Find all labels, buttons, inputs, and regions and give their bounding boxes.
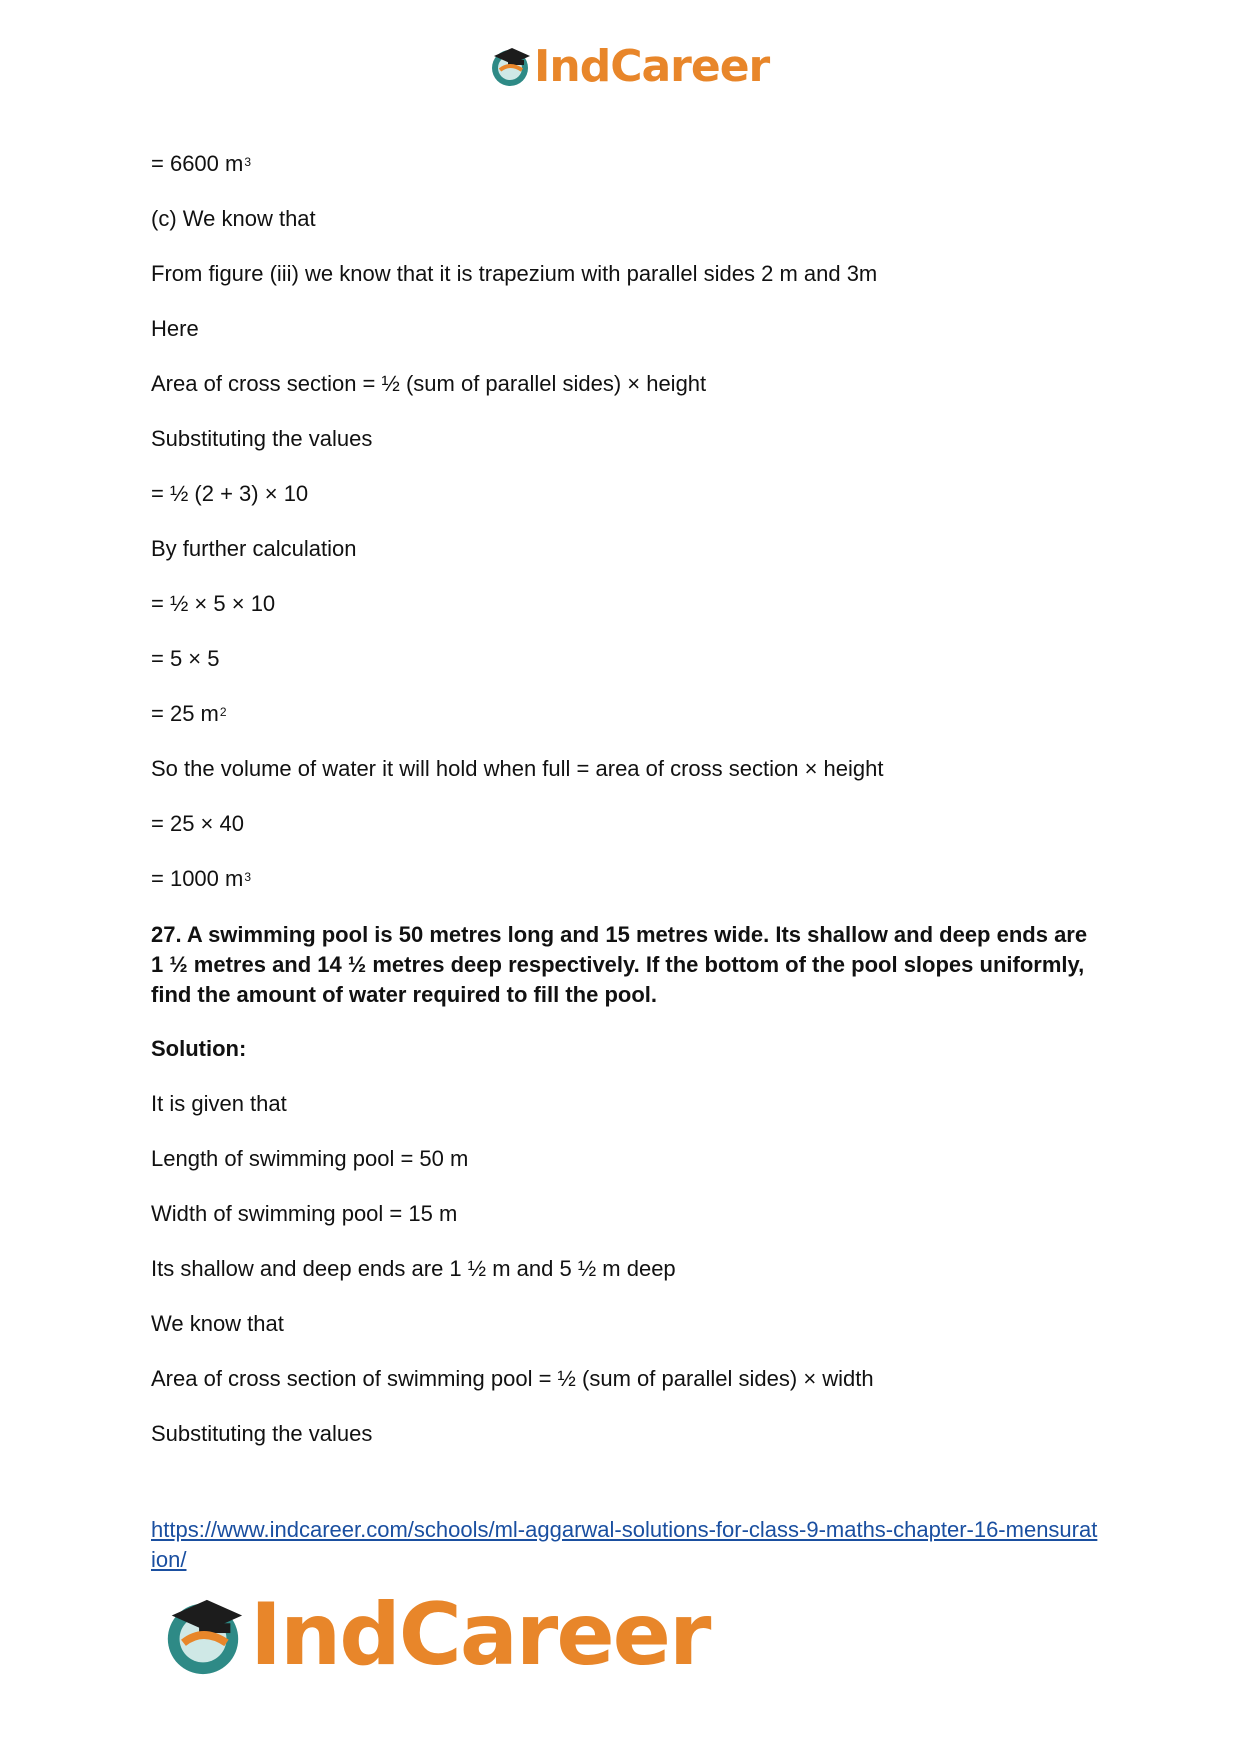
solution-label: Solution: xyxy=(151,1036,247,1061)
text-line: = ½ (2 + 3) × 10 xyxy=(151,481,309,506)
text-line: By further calculation xyxy=(151,536,357,561)
text-line: = 1000 $m^3$ xyxy=(151,866,252,891)
text-line: Its shallow and deep ends are 1 ½ m and 5 ½ m deep xyxy=(151,1256,676,1281)
indcareer-globe-icon xyxy=(160,1592,246,1678)
text-line: Area of cross section of swimming pool = ½ (sum of parallel sides) × width xyxy=(151,1366,874,1391)
text-line: Area of cross section = ½ (sum of parallel sides) × height xyxy=(151,371,707,396)
text-line: So the volume of water it will hold when full = area of cross section × height xyxy=(151,756,884,781)
text-line: = 6600 $m^3$ xyxy=(151,151,252,176)
header-logo xyxy=(488,40,769,92)
question-text: 27. A swimming pool is 50 metres long and 15 metres wide. Its shallow and deep ends are 1 ½ metres and 14 ½ metres deep respectively. If the bottom of the pool slopes uniformly, find the amount of water required to fill the pool. xyxy=(151,922,1088,1007)
text-line: (c) We know that xyxy=(151,206,316,231)
text-line: We know that xyxy=(151,1311,284,1336)
text-line: = 25 $m^2$ xyxy=(151,701,227,726)
footer-logo xyxy=(160,1585,709,1685)
header-logo-text: IndCareer xyxy=(534,40,770,92)
text-line: = 5 × 5 xyxy=(151,646,220,671)
text-line: Width of swimming pool = 15 m xyxy=(151,1201,458,1226)
text-line: Length of swimming pool = 50 m xyxy=(151,1146,469,1171)
text-line: From figure (iii) we know that it is trapezium with parallel sides 2 m and 3m xyxy=(151,261,878,286)
text-line: Here xyxy=(151,316,199,341)
footer-source-link[interactable]: https://www.indcareer.com/schools/ml-aggarwal-solutions-for-class-9-maths-chapter-16-mensuration/ xyxy=(151,1517,1098,1572)
text-line: = 25 × 40 xyxy=(151,811,244,836)
text-line: It is given that xyxy=(151,1091,287,1116)
text-line: Substituting the values xyxy=(151,1421,373,1446)
text-line: Substituting the values xyxy=(151,426,373,451)
footer-logo-text: IndCareer xyxy=(250,1585,710,1685)
text-line: = ½ × 5 × 10 xyxy=(151,591,276,616)
indcareer-globe-icon xyxy=(488,44,532,88)
